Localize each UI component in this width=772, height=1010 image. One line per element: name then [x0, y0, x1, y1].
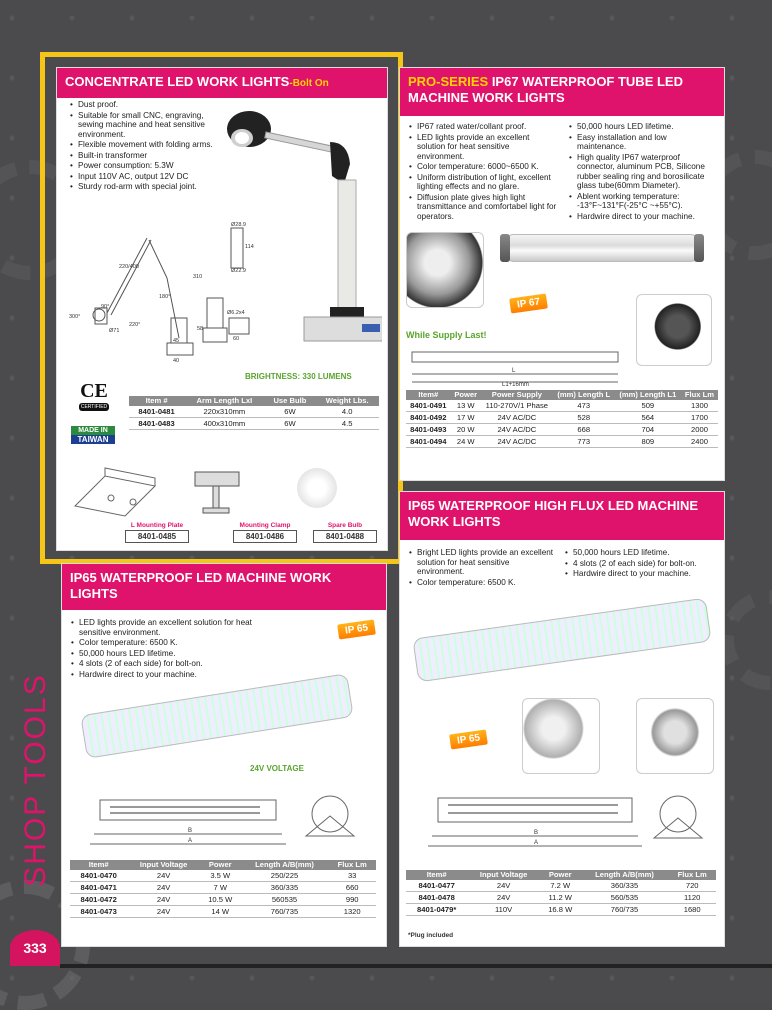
feature-item: • Uniform distribution of light, excellent lighting effects and no glare.: [408, 173, 558, 192]
feature-item: • LED lights provide an excellent solution for heat sensitive environment.: [408, 133, 558, 162]
footnote: *Plug included: [408, 932, 454, 939]
table-header: (mm) Length L1: [615, 390, 681, 400]
feature-item: • Color temperature: 6500 K.: [70, 638, 280, 648]
feature-item: • Color temperature: 6000~6500 K.: [408, 162, 558, 172]
accessory-l-mounting-plate: L Mounting Plate 8401-0485: [125, 522, 189, 543]
dim-label: 60: [233, 336, 240, 342]
dim-label: Ø71: [109, 328, 120, 334]
table-row: 8401-0491 13 W 110-270V/1 Phase 473 509 1300: [406, 400, 718, 412]
table-header: Input Voltage: [127, 860, 200, 870]
ce-mark: CE CERTIFIED: [80, 380, 108, 410]
tube-end-cap: [694, 234, 704, 262]
table-row: 8401-0477 24V 7.2 W 360/335 720: [406, 880, 716, 892]
card-ip67-tube: [400, 68, 724, 480]
accessory-spare-bulb: Spare Bulb 8401-0488: [313, 522, 377, 543]
table-header: Use Bulb: [265, 396, 316, 406]
table-row: 8401-0472 24V 10.5 W 560535 990: [70, 894, 376, 906]
feature-item: • 50,000 hours LED lifetime.: [70, 649, 280, 659]
feature-item: • Hardwire direct to your machine.: [70, 670, 280, 680]
feature-item: • Input 110V AC, output 12V DC: [69, 172, 219, 182]
feature-item: • IP67 rated water/collant proof.: [408, 122, 558, 132]
table-row: 8401-0473 24V 14 W 760/735 1320: [70, 906, 376, 918]
tube-dimension-drawing: [406, 346, 626, 386]
table-row: 8401-0471 24V 7 W 360/335 660: [70, 882, 376, 894]
feature-item: • 50,000 hours LED lifetime.: [568, 122, 718, 132]
led-bar-dimension-drawing: [408, 788, 714, 858]
feature-item: • Bright LED lights provide an excellent solution for heat sensitive environment.: [408, 548, 558, 577]
feature-item: • Hardwire direct to your machine.: [568, 212, 718, 222]
table-header: Length A/B(mm): [581, 870, 669, 880]
ip65-badge: IP 65: [449, 729, 488, 749]
feature-item: • High quality IP67 waterproof connector, aluminum PCB, Silicone rubber sealing ring and borosilicate glass tube(60mm Diameter).: [568, 153, 718, 191]
table-header: Item #: [129, 396, 184, 406]
page-number: 333: [10, 930, 60, 966]
feature-item: • Color temperature: 6500 K.: [408, 578, 558, 588]
table-row: 8401-0483 400x310mm 6W 4.5: [129, 418, 379, 430]
feature-list-left: [408, 548, 558, 588]
dim-label: 310: [193, 274, 203, 280]
accessory-mounting-clamp: Mounting Clamp 8401-0486: [233, 522, 297, 543]
dim-label: Ø6.2x4: [227, 310, 245, 316]
feature-item: • Dust proof.: [69, 100, 219, 110]
table-row: 8401-0478 24V 11.2 W 560/535 1120: [406, 892, 716, 904]
footer-bar: [60, 964, 772, 968]
table-row: 8401-0470 24V 3.5 W 250/225 33: [70, 870, 376, 882]
feature-item: • 4 slots (2 of each side) for bolt-on.: [564, 559, 720, 569]
dim-label: A: [188, 838, 193, 844]
brightness-note: BRIGHTNESS: 330 LUMENS: [245, 372, 352, 381]
made-in-taiwan-logo: MADE IN TAIWAN: [71, 426, 115, 444]
tube-light-image: [504, 234, 700, 262]
table-header: Item#: [70, 860, 127, 870]
supply-note: While Supply Last!: [406, 330, 487, 340]
ip67-badge: IP 67: [509, 293, 548, 313]
spec-table: [406, 390, 718, 448]
card-title: IP65 WATERPROOF LED MACHINE WORK LIGHTS: [62, 564, 386, 610]
dim-label: 220°: [129, 322, 141, 328]
feature-item: • Flexible movement with folding arms.: [69, 140, 219, 150]
voltage-note: 24V VOLTAGE: [250, 764, 304, 773]
spec-table: [70, 860, 376, 918]
feature-item: • Suitable for small CNC, engraving, sewing machine and heat sensitive environment.: [69, 111, 219, 140]
dim-label: B: [534, 830, 539, 836]
dim-label: 114: [245, 244, 254, 250]
card-ip65-waterproof: [62, 564, 386, 946]
feature-list-left: [408, 122, 558, 222]
dim-label: 300°: [69, 314, 81, 320]
dim-label: L: [512, 368, 516, 374]
table-header: Power: [200, 860, 241, 870]
dimension-drawing: [67, 218, 267, 363]
feature-item: • Power consumption: 5.3W: [69, 161, 219, 171]
dim-label: 90°: [101, 304, 110, 310]
ip65-badge: IP 65: [337, 619, 376, 639]
table-row: 8401-0481 220x310mm 6W 4.0: [129, 406, 379, 418]
side-label: SHOP TOOLS: [19, 673, 52, 887]
feature-item: • Ablent working temperature: -13°F~131°F(-25°C ~+55°C).: [568, 192, 718, 211]
end-cap-photo: [522, 698, 600, 774]
dim-label: 40: [173, 358, 180, 363]
feature-list: [70, 618, 280, 680]
table-header: Item#: [406, 870, 467, 880]
table-header: Flux Lm: [668, 870, 716, 880]
mounting-clamp-image: [185, 464, 255, 518]
spare-bulb-image: [297, 468, 337, 508]
table-row: 8401-0493 20 W 24V AC/DC 668 704 2000: [406, 424, 718, 436]
dim-label: A: [534, 840, 539, 846]
table-row: 8401-0494 24 W 24V AC/DC 773 809 2400: [406, 436, 718, 448]
feature-item: • Diffusion plate gives high light transmittance and comfortabel light for operators.: [408, 193, 558, 222]
feature-list: [69, 100, 219, 193]
feature-item: • 4 slots (2 of each side) for bolt-on.: [70, 659, 280, 669]
spec-table: [129, 396, 379, 430]
feature-item: • Sturdy rod-arm with special joint.: [69, 182, 219, 192]
end-cap-photo: [406, 232, 484, 308]
card-title: CONCENTRATE LED WORK LIGHTS-Bolt On: [57, 68, 387, 98]
table-row: 8401-0479* 110V 16.8 W 760/735 1680: [406, 904, 716, 916]
connector-photo: [636, 294, 712, 366]
table-header: Power Supply: [481, 390, 553, 400]
dim-label: L1+16mm: [502, 382, 529, 386]
feature-list-right: [568, 122, 718, 222]
table-header: (mm) Length L: [553, 390, 615, 400]
end-cap-photo: [636, 698, 714, 774]
tube-end-cap: [500, 234, 510, 262]
feature-item: • Built-in transformer: [69, 151, 219, 161]
table-header: Length A/B(mm): [241, 860, 329, 870]
table-header: Arm Length LxI: [184, 396, 264, 406]
table-header: Flux Lm: [328, 860, 376, 870]
dim-label: B: [188, 828, 193, 834]
dim-label: 58: [197, 326, 204, 332]
table-header: Item#: [406, 390, 451, 400]
dim-label: 220/400: [119, 264, 139, 270]
dim-label: 45: [173, 338, 180, 344]
mounting-plate-image: [71, 466, 167, 518]
spec-table: [406, 870, 716, 916]
table-header: Power: [451, 390, 481, 400]
card-concentrate-led: [57, 68, 387, 550]
card-title: IP65 WATERPROOF HIGH FLUX LED MACHINE WORK LIGHTS: [400, 492, 724, 540]
card-title: PRO-SERIES IP67 WATERPROOF TUBE LED MACHINE WORK LIGHTS: [400, 68, 724, 116]
card-ip65-high-flux: [400, 492, 724, 946]
table-header: Power: [540, 870, 581, 880]
dim-label: Ø28.9: [231, 222, 246, 228]
led-bar-image: [412, 598, 711, 683]
led-bar-image: [80, 673, 354, 759]
feature-item: • Hardwire direct to your machine.: [564, 569, 720, 579]
led-bar-dimension-drawing: [70, 790, 370, 856]
feature-item: • LED lights provide an excellent solution for heat sensitive environment.: [70, 618, 280, 637]
dim-label: Ø22.9: [231, 268, 246, 274]
table-header: Input Voltage: [467, 870, 540, 880]
table-header: Flux Lm: [681, 390, 718, 400]
feature-list-right: [564, 548, 720, 580]
feature-item: • 50,000 hours LED lifetime.: [564, 548, 720, 558]
table-header: Weight Lbs.: [315, 396, 379, 406]
feature-item: • Easy installation and low maintenance.: [568, 133, 718, 152]
table-row: 8401-0492 17 W 24V AC/DC 528 564 1700: [406, 412, 718, 424]
dim-label: 180°: [159, 294, 171, 300]
